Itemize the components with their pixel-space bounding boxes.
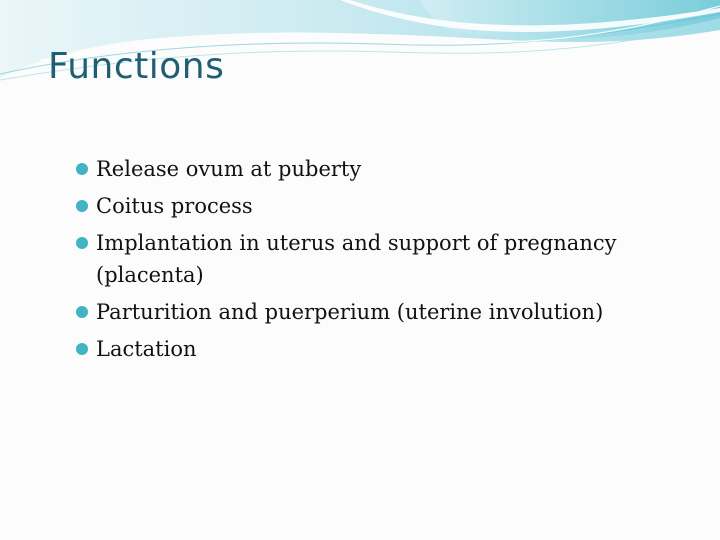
slide-title: Functions	[48, 46, 225, 87]
bullet-text: Parturition and puerperium (uterine involution)	[96, 300, 604, 324]
bullet-dot-icon	[76, 343, 88, 355]
bullet-dot-icon	[76, 200, 88, 212]
bullet-text: Implantation in uterus and support of pregnancy (placenta)	[96, 231, 617, 287]
bullet-list	[74, 153, 684, 370]
bullet-item	[74, 153, 684, 185]
bullet-text: Coitus process	[96, 194, 253, 218]
bullet-dot-icon	[76, 306, 88, 318]
bullet-text: Lactation	[96, 337, 197, 361]
bullet-text: Release ovum at puberty	[96, 157, 362, 181]
bullet-dot-icon	[76, 163, 88, 175]
bullet-dot-icon	[76, 237, 88, 249]
bullet-item	[74, 190, 684, 222]
bullet-item	[74, 227, 684, 291]
bullet-item	[74, 333, 684, 365]
bullet-item	[74, 296, 684, 328]
